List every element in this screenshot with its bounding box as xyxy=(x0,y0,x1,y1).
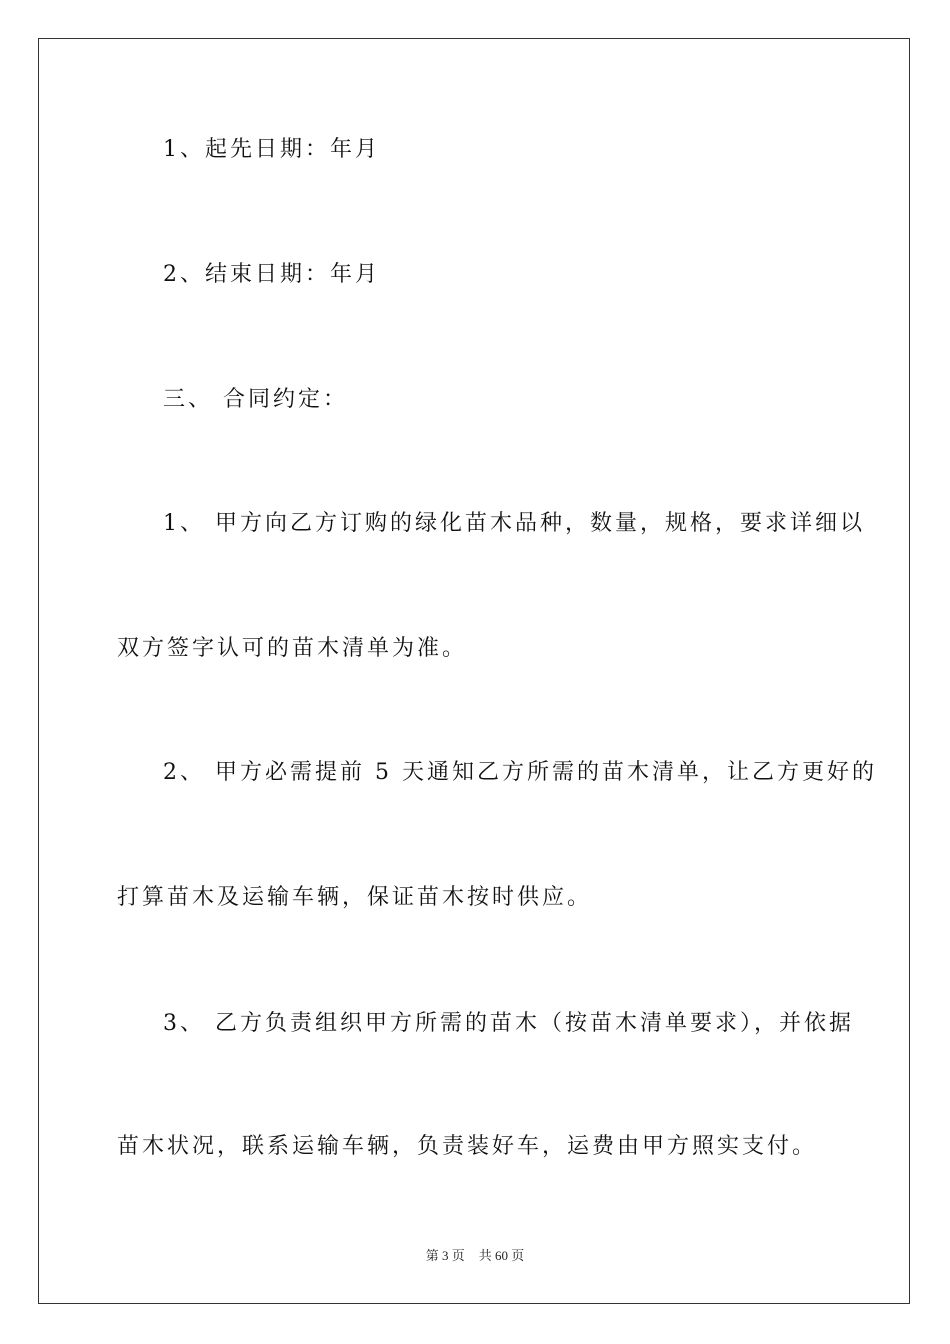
clause-1-line-2: 双方签字认可的苗木清单为准。 xyxy=(117,636,468,661)
clause-3-line-2: 苗木状况，联系运输车辆，负责装好车，运费由甲方照实支付。 xyxy=(117,1134,818,1159)
clause-2-line-2: 打算苗木及运输车辆，保证苗木按时供应。 xyxy=(117,885,593,910)
end-date-line: 2、结束日期：年月 xyxy=(163,262,380,287)
clause-3-line-1: 3、 乙方负责组织甲方所需的苗木（按苗木清单要求），并依据 xyxy=(163,1011,854,1036)
page-border xyxy=(38,38,910,1304)
page-total: 共 60 页 xyxy=(478,1248,525,1263)
page-footer xyxy=(0,1248,950,1264)
clause-2-line-1: 2、 甲方必需提前 5 天通知乙方所需的苗木清单，让乙方更好的 xyxy=(163,760,877,785)
section-heading: 三、 合同约定： xyxy=(163,387,348,412)
page-number: 第 3 页 xyxy=(425,1248,465,1263)
clause-1-line-1: 1、 甲方向乙方订购的绿化苗木品种，数量，规格，要求详细以 xyxy=(163,511,865,536)
start-date-line: 1、起先日期：年月 xyxy=(163,137,380,162)
